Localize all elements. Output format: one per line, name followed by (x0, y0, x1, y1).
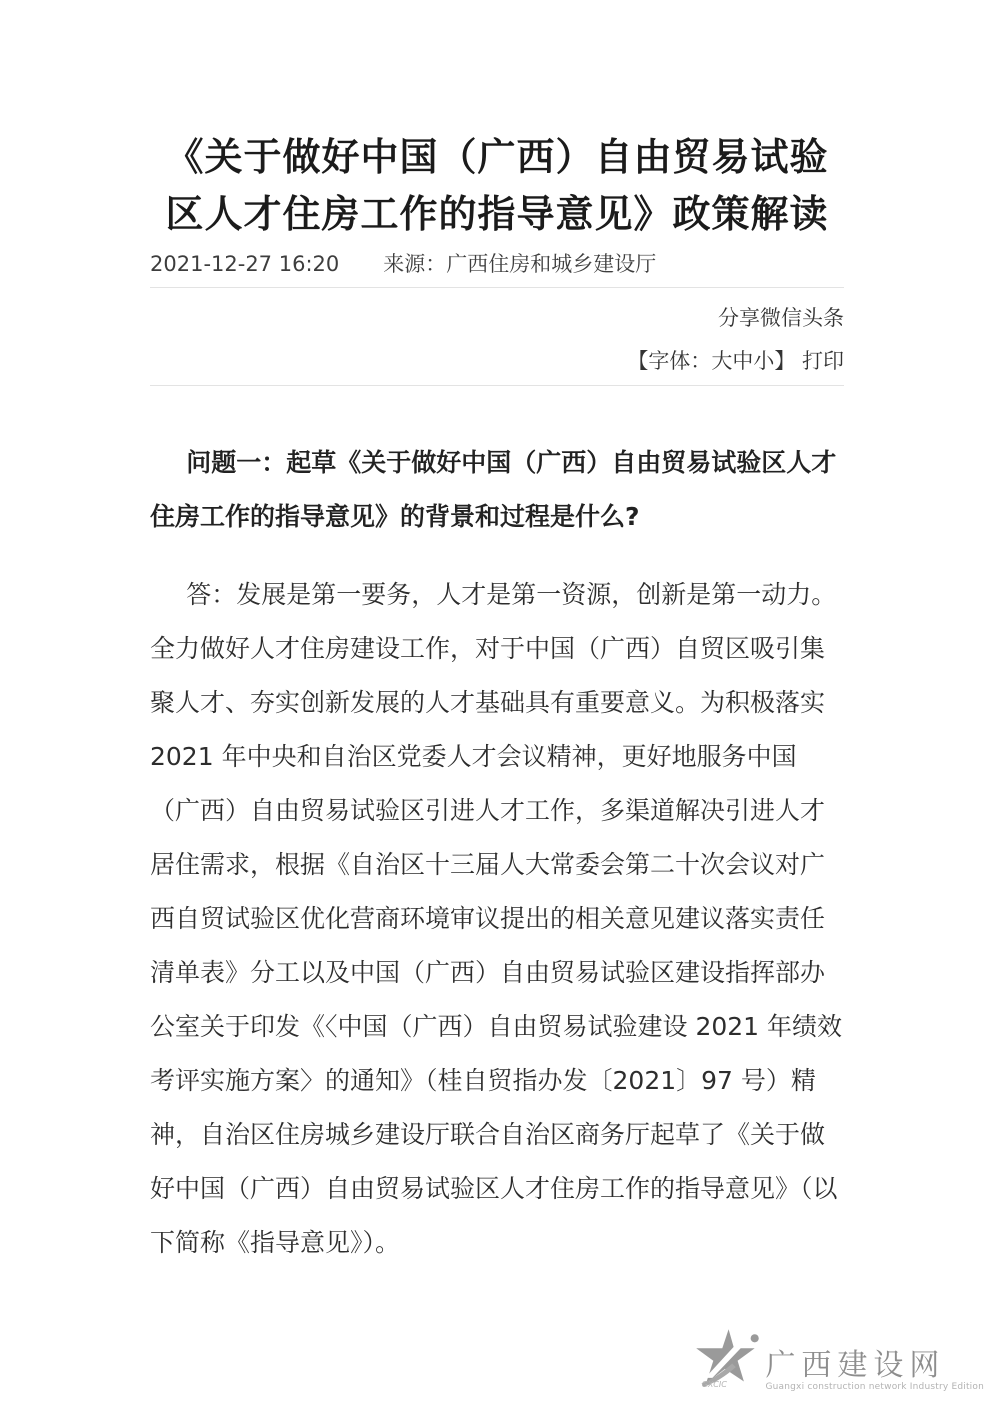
share-row (150, 302, 844, 332)
font-size-medium-button[interactable]: 中 (732, 349, 754, 373)
share-toutiao-link[interactable]: 头条 (802, 306, 844, 330)
font-size-small-button[interactable]: 小 (753, 349, 775, 373)
font-label: 字体： (648, 349, 712, 373)
share-wechat-link[interactable]: 微信 (760, 306, 802, 330)
share-label: 分享 (718, 306, 760, 330)
article-meta (150, 248, 844, 288)
logo-mark-text: GXCIC (702, 1378, 728, 1389)
article-content (150, 129, 844, 1270)
publish-datetime: 2021-12-27 16:20 (150, 252, 340, 276)
answer-paragraph: 答：发展是第一要务，人才是第一资源，创新是第一动力。全力做好人才住房建设工作，对于中国（广西）自贸区吸引集聚人才、夯实创新发展的人才基础具有重要意义。为积极落实 2021 年中央和自治区党委人才会议精神，更好地服务中国（广西）自由贸易试验区引进人才工作，多渠道解决引进人才居住需求，根据《自治区十三届人大常委会第二十次会议对广西自贸试验区优化营商环境审议提出的相关意见建议落实责任清单表》分工以及中国（广西）自由贸易试验区建设指挥部办公室关于印发《〈中国（广西）自由贸易试验建设 2021 年绩效考评实施方案〉的通知》（桂自贸指办发〔2021〕97 号）精神，自治区住房城乡建设厅联合自治区商务厅起草了《关于做好中国（广西）自由贸易试验区人才住房工作的指导意见》（以下简称《指导意见》）。 (150, 580, 843, 1257)
question-paragraph: 问题一：起草《关于做好中国（广西）自由贸易试验区人才住房工作的指导意见》的背景和过程是什么? (150, 448, 837, 531)
font-size-large-button[interactable]: 大 (711, 349, 733, 373)
site-subtitle: Guangxi construction network Industry Edition (765, 1382, 984, 1392)
star-logo-icon (689, 1327, 761, 1395)
logo-text-block (765, 1350, 984, 1395)
font-size-row (150, 345, 844, 375)
print-button[interactable]: 打印 (802, 349, 844, 373)
site-watermark-logo (689, 1327, 984, 1395)
font-bracket-open: 【 (627, 349, 649, 373)
article-toolbar (150, 288, 844, 386)
site-name: 广西建设网 (765, 1348, 946, 1383)
font-bracket-close: 】 (774, 349, 796, 373)
article-source: 来源：广西住房和城乡建设厅 (383, 252, 657, 276)
page-title: 《关于做好中国（广西）自由贸易试验区人才住房工作的指导意见》政策解读 (165, 135, 829, 236)
